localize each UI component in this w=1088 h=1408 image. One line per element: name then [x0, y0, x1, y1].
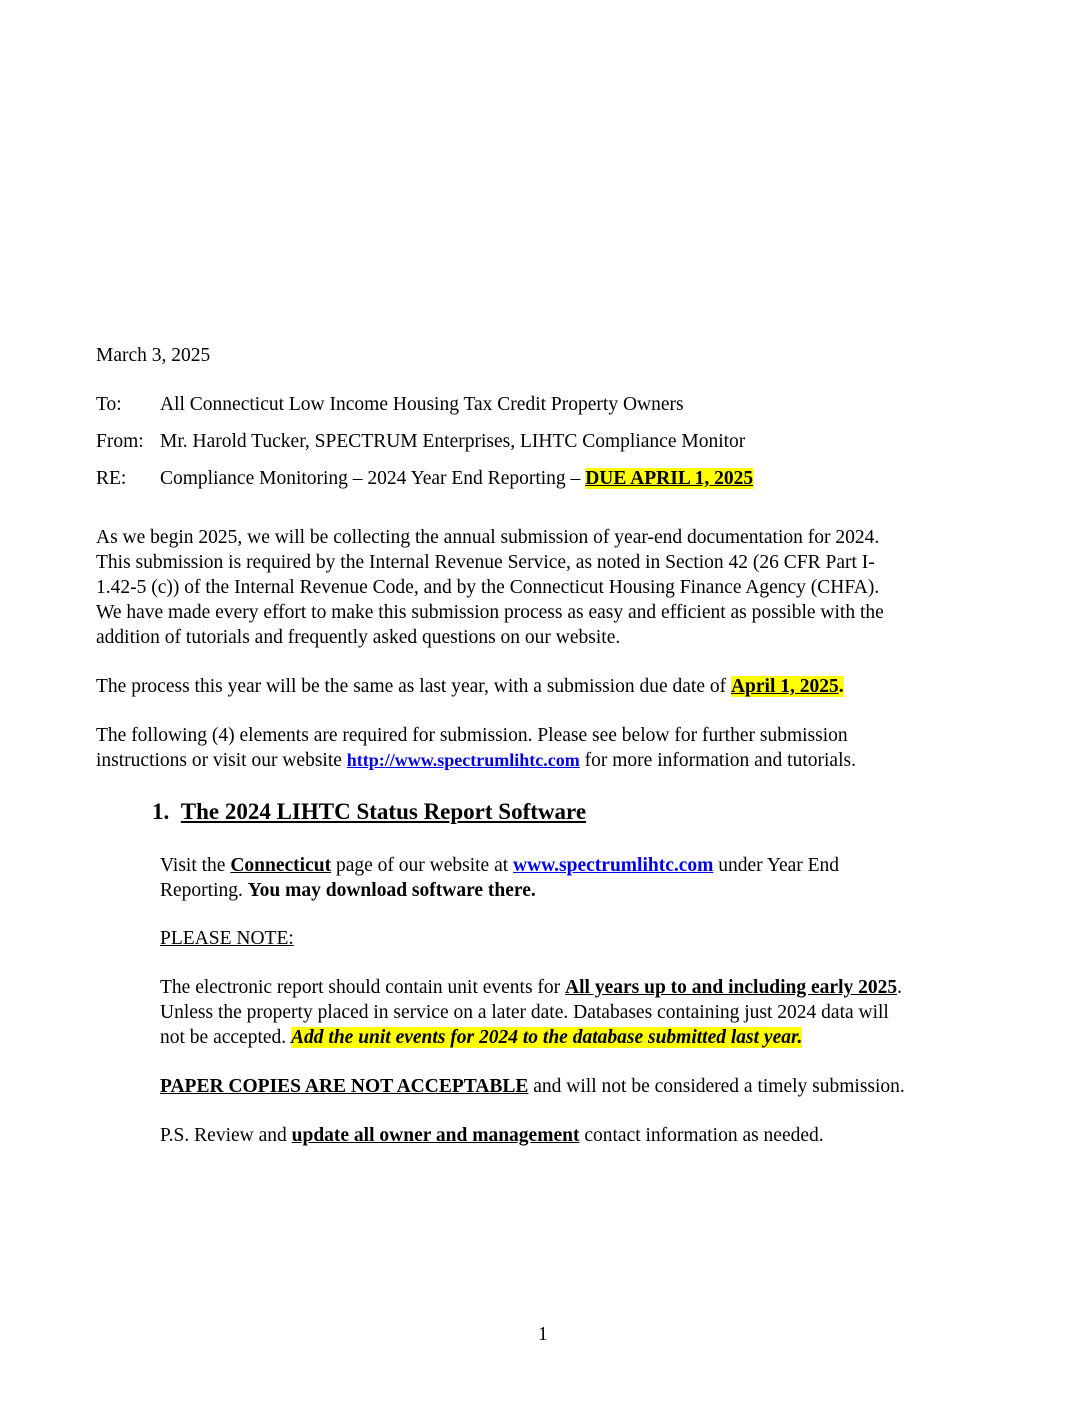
re-due-date: DUE APRIL 1, 2025 [585, 468, 754, 489]
ps-line [160, 1123, 824, 1148]
note-line-3-highlight: Add the unit events for 2024 to the database submitted last year. [291, 1027, 803, 1048]
note-line-2: Unless the property placed in service on a later date. Databases containing just 2024 data will [160, 1002, 889, 1023]
section-1-title: The 2024 LIHTC Status Report Software [180, 799, 587, 824]
to-line [96, 392, 684, 417]
visit-post: under Year End [713, 855, 840, 876]
page-number: 1 [538, 1324, 548, 1345]
visit-line-2-pre: Reporting. [160, 880, 248, 901]
ps-post: contact information as needed. [579, 1125, 824, 1146]
intro-line: We have made every effort to make this submission process as easy and efficient as possible with the [96, 602, 884, 623]
section-1-heading [152, 799, 586, 825]
elements-line-1: The following (4) elements are required for submission. Please see below for further submission [96, 725, 848, 746]
visit-mid: page of our website at [331, 855, 514, 876]
intro-line: 1.42-5 (c)) of the Internal Revenue Code, and by the Connecticut Housing Finance Agency (CHFA). [96, 577, 880, 598]
elements-line-2-pre: instructions or visit our website [96, 750, 347, 771]
elements-paragraph [96, 723, 996, 773]
note-line-3-pre: not be accepted. [160, 1027, 292, 1048]
to-value: All Connecticut Low Income Housing Tax Credit Property Owners [160, 394, 684, 415]
ps-bold: update all owner and management [291, 1125, 580, 1146]
from-value: Mr. Harold Tucker, SPECTRUM Enterprises, LIHTC Compliance Monitor [160, 431, 746, 452]
note-paragraph [160, 975, 1000, 1050]
paper-copies-post: and will not be considered a timely submission. [528, 1076, 905, 1097]
intro-line: This submission is required by the Internal Revenue Service, as noted in Section 42 (26 CFR Part I- [96, 552, 875, 573]
intro-line: addition of tutorials and frequently asked questions on our website. [96, 627, 621, 648]
note-line-1 [160, 975, 1000, 1000]
process-paragraph [96, 674, 844, 699]
from-label: From: [96, 431, 144, 452]
re-label: RE: [96, 468, 127, 489]
visit-line-2 [160, 878, 1000, 903]
process-period: . [838, 676, 844, 697]
please-note-label: PLEASE NOTE: [160, 928, 294, 949]
letter-date: March 3, 2025 [96, 345, 211, 366]
note-line-3 [160, 1025, 1000, 1050]
intro-line: As we begin 2025, we will be collecting the annual submission of year-end documentation for 2024. [96, 527, 880, 548]
note-line-1-bold: All years up to and including early 2025 [565, 977, 898, 998]
re-value: Compliance Monitoring – 2024 Year End Reporting – [160, 468, 586, 489]
process-due-date: April 1, 2025 [730, 676, 839, 697]
re-line [96, 466, 753, 491]
to-label: To: [96, 394, 122, 415]
note-line-1-pre: The electronic report should contain unit events for [160, 977, 566, 998]
note-line-1-post: . [897, 977, 903, 998]
visit-paragraph [160, 853, 1000, 903]
visit-line-1 [160, 853, 1000, 878]
visit-line-2-bold: You may download software there. [247, 880, 536, 901]
paper-copies-bold: PAPER COPIES ARE NOT ACCEPTABLE [160, 1076, 529, 1097]
elements-line-2 [96, 748, 996, 773]
section-1-number: 1. [152, 799, 170, 824]
spectrum-website-link[interactable]: www.spectrumlihtc.com [513, 855, 714, 876]
elements-line-2-post: for more information and tutorials. [579, 750, 856, 771]
process-text: The process this year will be the same as last year, with a submission due date of [96, 676, 731, 697]
intro-paragraph [96, 525, 996, 650]
visit-state: Connecticut [230, 855, 332, 876]
visit-pre: Visit the [160, 855, 231, 876]
website-link[interactable]: http://www.spectrumlihtc.com [346, 750, 580, 770]
from-line [96, 429, 745, 454]
paper-copies-line [160, 1074, 905, 1099]
ps-pre: P.S. Review and [160, 1125, 292, 1146]
